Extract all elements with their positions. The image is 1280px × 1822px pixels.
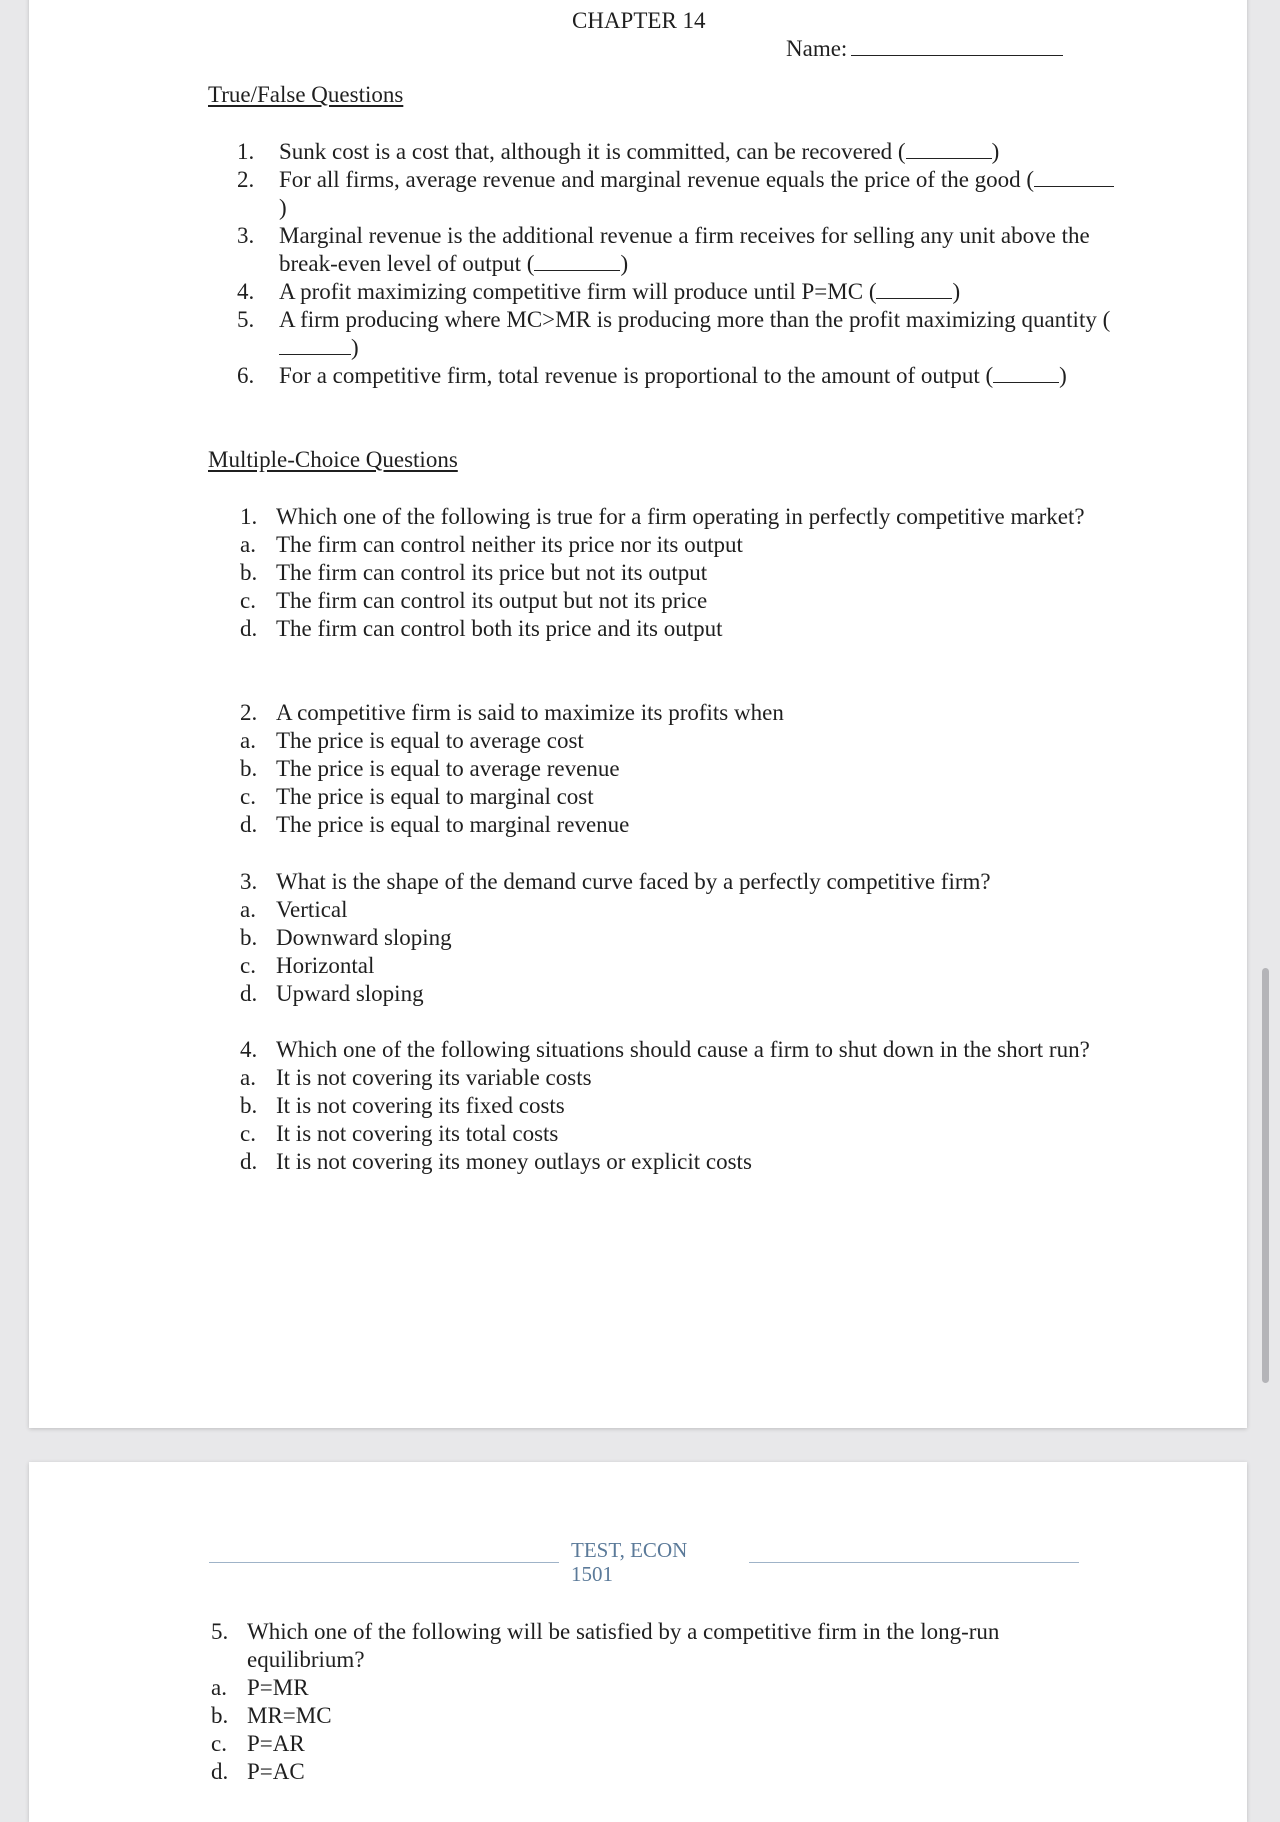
mc-option-text: P=AC — [247, 1759, 305, 1784]
mc-option-letter: a. — [240, 897, 256, 922]
tf-answer-blank — [876, 278, 952, 299]
tf-item-number: 5. — [237, 307, 255, 332]
tf-item-close: ) — [952, 279, 961, 304]
header-rule-left — [209, 1562, 559, 1563]
mc-option-text: Horizontal — [276, 953, 375, 978]
mc-option-letter: b. — [240, 1093, 258, 1118]
mc-option-text: The price is equal to marginal cost — [276, 784, 594, 809]
mc-option-text: The firm can control both its price and its output — [276, 616, 723, 641]
running-header-line-1: TEST, ECON — [571, 1538, 688, 1562]
mc-question-4 — [240, 1036, 1120, 1176]
mc-question-number: 2. — [240, 700, 258, 725]
tf-item-4 — [237, 278, 1117, 306]
mc-option-text: Vertical — [276, 897, 348, 922]
name-blank-line — [851, 35, 1063, 56]
mc-option — [240, 924, 1120, 952]
mc-option-letter: c. — [240, 784, 256, 809]
mc-option-letter: b. — [240, 756, 258, 781]
vertical-scrollbar[interactable] — [1262, 968, 1269, 1383]
tf-answer-blank — [993, 362, 1059, 383]
mc-question-number: 4. — [240, 1037, 258, 1062]
mc-option — [211, 1758, 1091, 1786]
mc-option — [240, 783, 1120, 811]
mc-option — [240, 811, 1120, 839]
tf-item-3 — [237, 222, 1117, 278]
mc-option — [240, 1064, 1120, 1092]
mc-question-stem — [240, 699, 1120, 727]
tf-item-6 — [237, 362, 1117, 390]
tf-item-5 — [237, 306, 1117, 362]
mc-option-text: The firm can control its output but not its price — [276, 588, 708, 613]
mc-question-stem — [240, 503, 1120, 531]
tf-item-text: A profit maximizing competitive firm will produce until P=MC ( — [279, 279, 877, 304]
mc-option — [240, 531, 1120, 559]
mc-question-stem — [240, 868, 1120, 896]
mc-option-text: The price is equal to average cost — [276, 728, 584, 753]
tf-item-text: For a competitive firm, total revenue is proportional to the amount of output ( — [279, 363, 994, 388]
running-header-line-2: 1501 — [571, 1562, 613, 1586]
name-label: Name: — [786, 36, 848, 61]
tf-item-number: 3. — [237, 223, 255, 248]
mc-question-stem — [211, 1618, 1091, 1674]
tf-item-close: ) — [620, 251, 629, 276]
mc-option — [240, 727, 1120, 755]
tf-item-text: For all firms, average revenue and marginal revenue equals the price of the good ( — [279, 167, 1035, 192]
tf-item-close: ) — [279, 195, 287, 220]
tf-answer-blank — [1034, 166, 1114, 187]
mc-option-letter: b. — [240, 560, 258, 585]
mc-option-text: P=AR — [247, 1731, 305, 1756]
tf-answer-blank — [279, 334, 351, 355]
mc-question-stem — [240, 1036, 1120, 1064]
mc-option — [240, 1148, 1120, 1176]
mc-option-letter: d. — [240, 981, 258, 1006]
true-false-list — [237, 138, 1117, 390]
mc-option-text: It is not covering its total costs — [276, 1121, 559, 1146]
mc-option-text: It is not covering its variable costs — [276, 1065, 592, 1090]
mc-option — [211, 1674, 1091, 1702]
mc-option — [240, 587, 1120, 615]
mc-option-letter: a. — [240, 728, 256, 753]
tf-item-number: 6. — [237, 363, 255, 388]
mc-question-number: 5. — [211, 1619, 229, 1644]
mc-option-text: It is not covering its fixed costs — [276, 1093, 565, 1118]
running-header — [571, 1538, 687, 1586]
mc-question-text: Which one of the following will be satisfied by a competitive firm in the long-run equilibrium? — [247, 1619, 1000, 1672]
tf-item-text: Sunk cost is a cost that, although it is committed, can be recovered ( — [279, 139, 906, 164]
tf-item-2 — [237, 166, 1117, 222]
true-false-heading: True/False Questions — [208, 82, 404, 107]
mc-question-text: What is the shape of the demand curve faced by a perfectly competitive firm? — [276, 869, 991, 894]
tf-item-number: 1. — [237, 139, 255, 164]
tf-answer-blank — [906, 138, 992, 159]
tf-item-text: Marginal revenue is the additional revenue a firm receives for selling any unit above the break-even level of output ( — [279, 223, 1090, 276]
mc-option-letter: d. — [211, 1759, 229, 1784]
chapter-title: CHAPTER 14 — [572, 8, 706, 33]
multiple-choice-heading: Multiple-Choice Questions — [208, 447, 458, 472]
mc-option — [240, 1092, 1120, 1120]
mc-option-letter: b. — [240, 925, 258, 950]
mc-option-text: Downward sloping — [276, 925, 452, 950]
mc-question-2 — [240, 699, 1120, 839]
mc-option-text: The firm can control neither its price nor its output — [276, 532, 743, 557]
mc-option-letter: b. — [211, 1703, 229, 1728]
mc-option-text: The price is equal to average revenue — [276, 756, 620, 781]
mc-option-letter: a. — [211, 1675, 227, 1700]
mc-option — [240, 1120, 1120, 1148]
mc-option — [240, 615, 1120, 643]
mc-option-text: Upward sloping — [276, 981, 424, 1006]
tf-item-close: ) — [351, 335, 359, 360]
mc-option-letter: c. — [240, 588, 256, 613]
mc-option-text: P=MR — [247, 1675, 309, 1700]
tf-item-text: A firm producing where MC>MR is producing more than the profit maximizing quantity ( — [279, 307, 1111, 332]
document-page-1 — [29, 0, 1247, 1428]
mc-option — [240, 755, 1120, 783]
mc-option-text: It is not covering its money outlays or explicit costs — [276, 1149, 752, 1174]
mc-option-text: MR=MC — [247, 1703, 332, 1728]
mc-option-letter: a. — [240, 532, 256, 557]
mc-option — [240, 896, 1120, 924]
tf-item-close: ) — [991, 139, 1000, 164]
tf-item-number: 2. — [237, 167, 255, 192]
mc-question-number: 1. — [240, 504, 258, 529]
mc-question-text: A competitive firm is said to maximize its profits when — [276, 700, 784, 725]
mc-option — [211, 1730, 1091, 1758]
name-field — [786, 35, 1063, 62]
mc-option-letter: d. — [240, 812, 258, 837]
tf-item-number: 4. — [237, 279, 255, 304]
tf-answer-blank — [534, 250, 620, 271]
mc-option-letter: c. — [240, 953, 256, 978]
mc-option-text: The firm can control its price but not its output — [276, 560, 708, 585]
mc-option-text: The price is equal to marginal revenue — [276, 812, 630, 837]
mc-option — [211, 1702, 1091, 1730]
mc-option-letter: c. — [240, 1121, 256, 1146]
tf-item-1 — [237, 138, 1117, 166]
mc-question-number: 3. — [240, 869, 258, 894]
mc-option — [240, 952, 1120, 980]
mc-option-letter: d. — [240, 1149, 258, 1174]
header-rule-right — [749, 1562, 1079, 1563]
mc-question-text: Which one of the following is true for a firm operating in perfectly competitive market? — [276, 504, 1085, 529]
mc-option-letter: a. — [240, 1065, 256, 1090]
mc-question-text: Which one of the following situations should cause a firm to shut down in the short run? — [276, 1037, 1090, 1062]
mc-option-letter: d. — [240, 616, 258, 641]
mc-question-3 — [240, 868, 1120, 1008]
tf-item-close: ) — [1059, 363, 1067, 388]
mc-option-letter: c. — [211, 1731, 227, 1756]
mc-question-1 — [240, 503, 1120, 643]
mc-option — [240, 559, 1120, 587]
mc-option — [240, 980, 1120, 1008]
mc-question-5 — [211, 1618, 1091, 1786]
